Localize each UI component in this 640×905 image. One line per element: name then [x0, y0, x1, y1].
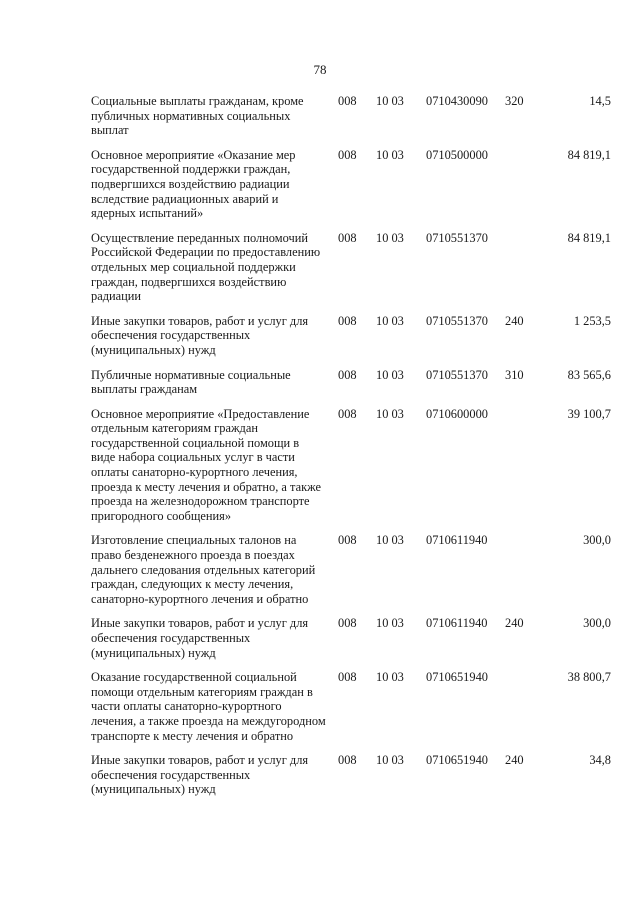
department-code: 008	[338, 367, 357, 382]
amount: 14,5	[589, 94, 611, 108]
target-article-code: 0710551370	[426, 230, 488, 245]
target-article-code: 0710551370	[426, 367, 488, 382]
expense-type-code: 240	[505, 616, 524, 631]
item-name: Основное мероприятие «Оказание мер государственной поддержки граждан, подвергшихся воздействию радиации вследствие радиационных аварий и ядерных испытаний»	[91, 147, 296, 221]
amount: 84 819,1	[567, 147, 611, 162]
section-code: 10 03	[376, 313, 404, 328]
table-row	[91, 94, 611, 138]
item-name: Иные закупки товаров, работ и услуг для обеспечения государственных (муниципальных) нужд	[91, 616, 309, 660]
table-row	[91, 407, 611, 524]
section-code: 10 03	[376, 753, 404, 768]
target-article-code: 0710611940	[426, 616, 488, 631]
expense-type-code: 240	[505, 753, 524, 768]
table-row	[91, 368, 611, 397]
section-code: 10 03	[376, 367, 404, 382]
section-code: 10 03	[376, 616, 404, 631]
department-code: 008	[338, 753, 357, 768]
department-code: 008	[338, 533, 357, 548]
budget-table	[91, 94, 611, 807]
section-code: 10 03	[376, 230, 404, 245]
amount: 39 100,7	[567, 406, 611, 421]
department-code: 008	[338, 94, 357, 108]
section-code: 10 03	[376, 670, 404, 685]
target-article-code: 0710651940	[426, 753, 488, 768]
target-article-code: 0710611940	[426, 533, 488, 548]
section-code: 10 03	[376, 406, 404, 421]
item-name: Осуществление переданных полномочий Российской Федерации по предоставлению отдельных мер социальной поддержки граждан, подвергшихся воздействию радиации	[91, 230, 321, 304]
department-code: 008	[338, 670, 357, 685]
target-article-code: 0710430090	[426, 94, 488, 108]
department-code: 008	[338, 230, 357, 245]
page-number: 78	[313, 62, 327, 77]
department-code: 008	[338, 147, 357, 162]
table-row	[91, 314, 611, 358]
amount: 300,0	[583, 533, 611, 548]
expense-type-code: 240	[505, 313, 524, 328]
item-name: Изготовление специальных талонов на право безденежного проезда в поездах дальнего следования отдельных категорий граждан, следующих к месту лечения, санаторно-курортного лечения и обратно	[91, 533, 316, 606]
amount: 300,0	[583, 616, 611, 631]
table-row	[91, 148, 611, 221]
expense-type-code: 310	[505, 367, 524, 382]
amount: 83 565,6	[567, 367, 611, 382]
table-row	[91, 753, 611, 797]
department-code: 008	[338, 313, 357, 328]
section-code: 10 03	[376, 533, 404, 548]
amount: 38 800,7	[567, 670, 611, 685]
target-article-code: 0710500000	[426, 147, 488, 162]
table-row	[91, 616, 611, 660]
item-name: Иные закупки товаров, работ и услуг для обеспечения государственных (муниципальных) нужд	[91, 753, 309, 797]
item-name: Иные закупки товаров, работ и услуг для обеспечения государственных (муниципальных) нужд	[91, 313, 309, 357]
item-name: Основное мероприятие «Предоставление отдельным категориям граждан государственной социальной помощи в виде набора социальных услуг в части оплаты санаторно-курортного лечения, проезда к месту лечения и обратно, а также проезда на железнодорожном транспорте пригородного сообщения»	[91, 406, 321, 523]
item-name: Оказание государственной социальной помощи отдельным категориям граждан в части оплаты санаторно-курортного лечения, а также проезда на междугородном транспорте к месту лечения и обратно	[91, 670, 326, 743]
target-article-code: 0710551370	[426, 313, 488, 328]
section-code: 10 03	[376, 147, 404, 162]
table-row	[91, 231, 611, 304]
amount: 34,8	[589, 753, 611, 768]
department-code: 008	[338, 616, 357, 631]
amount: 84 819,1	[567, 230, 611, 245]
department-code: 008	[338, 406, 357, 421]
expense-type-code: 320	[505, 94, 524, 108]
target-article-code: 0710600000	[426, 406, 488, 421]
item-name: Социальные выплаты гражданам, кроме публичных нормативных социальных выплат	[91, 94, 304, 138]
section-code: 10 03	[376, 94, 404, 108]
table-row	[91, 533, 611, 606]
table-row	[91, 670, 611, 743]
item-name: Публичные нормативные социальные выплаты гражданам	[91, 367, 291, 397]
amount: 1 253,5	[573, 313, 611, 328]
target-article-code: 0710651940	[426, 670, 488, 685]
